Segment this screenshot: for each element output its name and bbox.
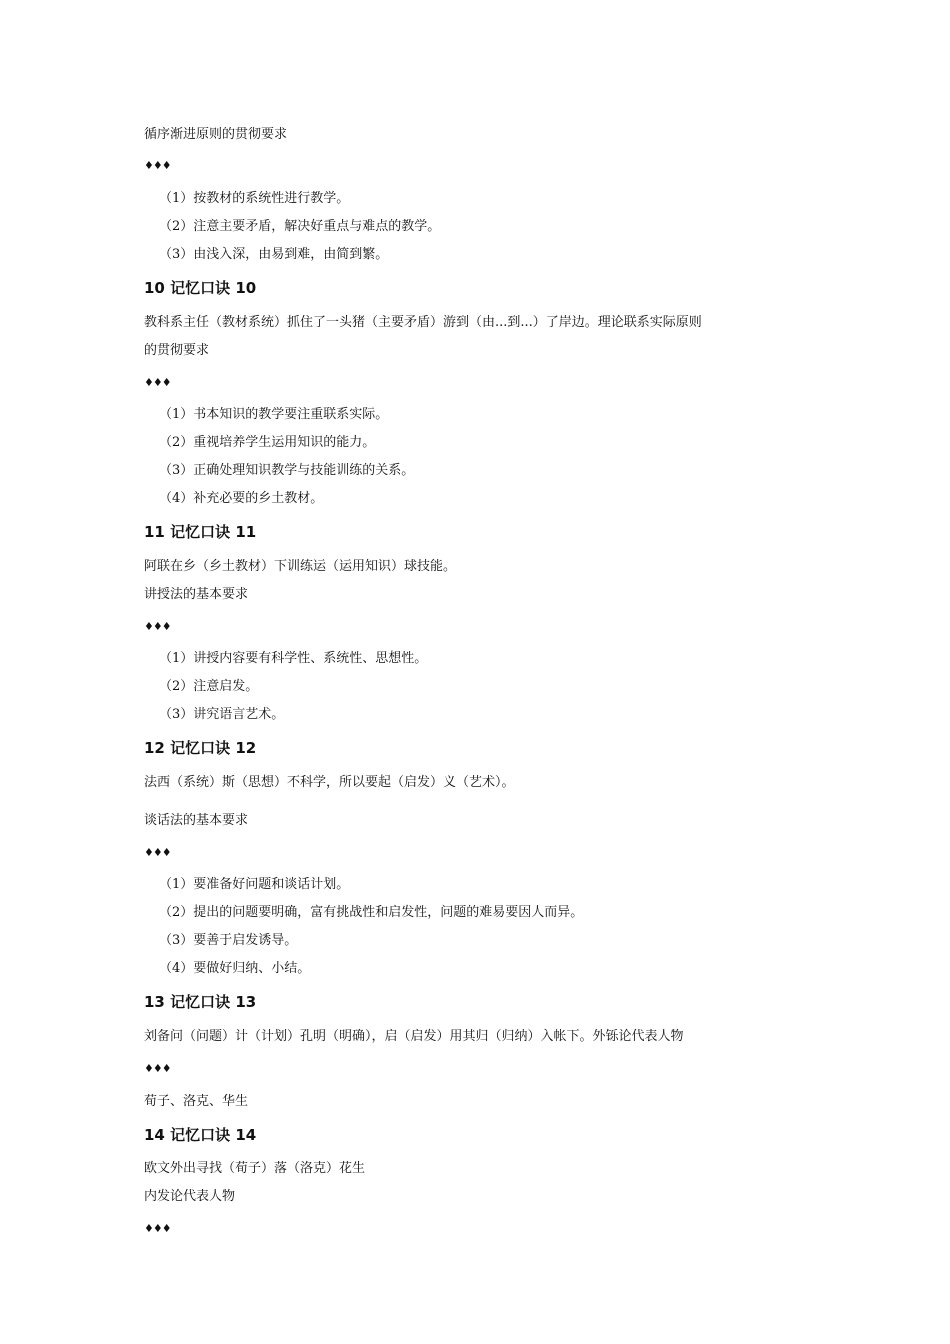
list-item: （3）讲究语言艺术。 bbox=[159, 707, 285, 722]
diamond-separator: ♦♦♦ bbox=[144, 1062, 171, 1075]
mnemonic-heading: 14 记忆口诀 14 bbox=[144, 1126, 257, 1144]
paragraph-text: 欧文外出寻找（荀子）落（洛克）花生 bbox=[144, 1161, 366, 1176]
list-item: （1）书本知识的教学要注重联系实际。 bbox=[159, 407, 389, 422]
list-item: （1）讲授内容要有科学性、系统性、思想性。 bbox=[159, 651, 428, 666]
paragraph-text: 荀子、洛克、华生 bbox=[144, 1094, 249, 1109]
mnemonic-heading: 12 记忆口诀 12 bbox=[144, 739, 257, 757]
paragraph-text: 内发论代表人物 bbox=[144, 1189, 236, 1204]
list-item: （2）注意启发。 bbox=[159, 679, 259, 694]
mnemonic-heading: 13 记忆口诀 13 bbox=[144, 993, 257, 1011]
paragraph-text: 教科系主任（教材系统）抓住了一头猪（主要矛盾）游到（由...到...）了岸边。理论联系实际原则 bbox=[144, 315, 702, 330]
list-item: （4）补充必要的乡土教材。 bbox=[159, 491, 324, 506]
paragraph-text: 讲授法的基本要求 bbox=[144, 587, 249, 602]
paragraph-text: 刘备问（问题）计（计划）孔明（明确），启（启发）用其归（归纳）入帐下。外铄论代表人物 bbox=[144, 1029, 684, 1044]
paragraph-text: 谈话法的基本要求 bbox=[144, 813, 249, 828]
paragraph-text: 阿联在乡（乡土教材）下训练运（运用知识）球技能。 bbox=[144, 559, 457, 574]
diamond-separator: ♦♦♦ bbox=[144, 846, 171, 859]
list-item: （1）要准备好问题和谈话计划。 bbox=[159, 877, 350, 892]
list-item: （4）要做好归纳、小结。 bbox=[159, 961, 311, 976]
diamond-separator: ♦♦♦ bbox=[144, 159, 171, 172]
paragraph-text: 的贯彻要求 bbox=[144, 343, 210, 358]
diamond-separator: ♦♦♦ bbox=[144, 376, 171, 389]
paragraph-text: 法西（系统）斯（思想）不科学，所以要起（启发）义（艺术）。 bbox=[144, 775, 515, 790]
list-item: （1）按教材的系统性进行教学。 bbox=[159, 191, 350, 206]
list-item: （3）要善于启发诱导。 bbox=[159, 933, 298, 948]
paragraph-text: 循序渐进原则的贯彻要求 bbox=[144, 127, 288, 142]
diamond-separator: ♦♦♦ bbox=[144, 1222, 171, 1235]
list-item: （2）注意主要矛盾，解决好重点与难点的教学。 bbox=[159, 219, 441, 234]
list-item: （3）正确处理知识教学与技能训练的关系。 bbox=[159, 463, 415, 478]
list-item: （2）重视培养学生运用知识的能力。 bbox=[159, 435, 376, 450]
diamond-separator: ♦♦♦ bbox=[144, 620, 171, 633]
mnemonic-heading: 10 记忆口诀 10 bbox=[144, 279, 257, 297]
mnemonic-heading: 11 记忆口诀 11 bbox=[144, 523, 257, 541]
list-item: （2）提出的问题要明确，富有挑战性和启发性，问题的难易要因人而异。 bbox=[159, 905, 584, 920]
list-item: （3）由浅入深，由易到难，由简到繁。 bbox=[159, 247, 389, 262]
